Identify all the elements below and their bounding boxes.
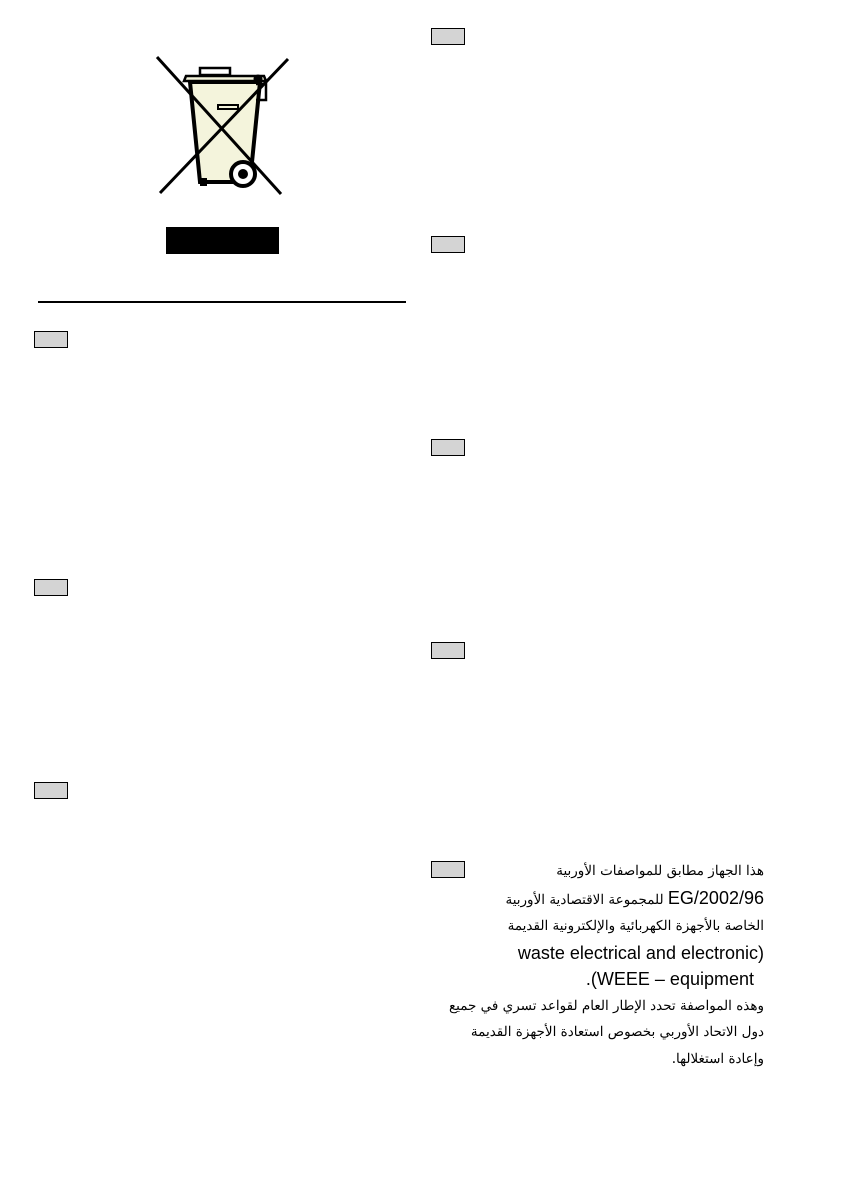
directive-code: 2002/96/EG [667,887,764,908]
notice-line-text: للمجموعة الاقتصادية الأوربية [505,891,664,908]
language-box [34,331,68,348]
arabic-weee-notice [448,858,764,1072]
notice-line: وإعادة استغلالها. [671,1050,764,1067]
notice-line-latin: .(WEEE – equipment [585,969,754,989]
language-box [34,579,68,596]
horizontal-rule [38,301,406,303]
separate-collection-bar [166,227,279,254]
notice-line [468,885,764,914]
language-box-arabic [431,861,465,878]
notice-line: هذا الجهاز مطابق للمواصفات الأوربية [556,863,764,879]
notice-line: الخاصة بالأجهزة الكهربائية والإلكترونية القديمة [507,918,764,934]
notice-line: دول الاتحاد الأوربي بخصوص استعادة الأجهزة القديمة [470,1024,764,1040]
crossed-out-wheelie-bin-icon [150,52,295,200]
language-box [431,439,465,456]
language-box [34,782,68,799]
notice-line: وهذه المواصفة تحدد الإطار العام لقواعد تسري في جميع [448,997,764,1014]
notice-line-latin: waste electrical and electronic) [517,942,764,963]
language-box [431,28,465,45]
language-box [431,642,465,659]
language-box [431,236,465,253]
